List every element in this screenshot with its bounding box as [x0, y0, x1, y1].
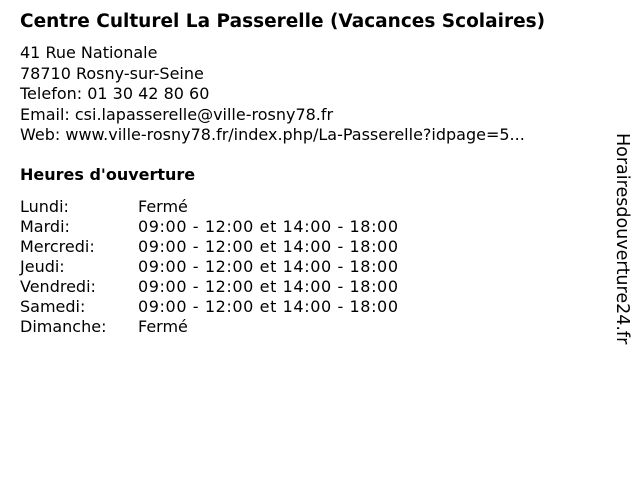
day-label: Samedi: — [20, 296, 86, 316]
time-value: 09:00 - 12:00 et 14:00 - 18:00 — [138, 256, 399, 276]
time-value: 09:00 - 12:00 et 14:00 - 18:00 — [138, 276, 399, 296]
day-label: Mercredi: — [20, 236, 95, 256]
city-address: 78710 Rosny-sur-Seine — [20, 63, 204, 83]
hours-row-thursday — [20, 257, 600, 277]
day-label: Lundi: — [20, 196, 69, 216]
time-value: 09:00 - 12:00 et 14:00 - 18:00 — [138, 296, 399, 316]
page-title: Centre Culturel La Passerelle (Vacances Scolaires) — [20, 11, 546, 32]
time-value: 09:00 - 12:00 et 14:00 - 18:00 — [138, 216, 399, 236]
street-address: 41 Rue Nationale — [20, 43, 158, 62]
address-block — [20, 43, 600, 146]
day-label: Dimanche: — [20, 316, 107, 336]
hours-row-monday — [20, 197, 600, 217]
hours-row-wednesday — [20, 237, 600, 257]
email-address: Email: csi.lapasserelle@ville-rosny78.fr — [20, 104, 334, 124]
time-value: 09:00 - 12:00 et 14:00 - 18:00 — [138, 236, 399, 256]
hours-row-sunday — [20, 317, 600, 337]
day-label: Mardi: — [20, 216, 70, 236]
time-value: Fermé — [138, 196, 188, 216]
website-url: Web: www.ville-rosny78.fr/index.php/La-Passerelle?idpage=5... — [20, 125, 525, 144]
hours-row-saturday — [20, 297, 600, 317]
time-value: Fermé — [138, 316, 188, 336]
opening-hours-table — [20, 197, 600, 337]
business-card — [20, 9, 600, 337]
hours-heading: Heures d'ouverture — [20, 164, 196, 184]
brand-watermark: Horairesdouverture24.fr — [612, 133, 632, 345]
hours-row-tuesday — [20, 217, 600, 237]
day-label: Vendredi: — [20, 276, 96, 296]
hours-row-friday — [20, 277, 600, 297]
day-label: Jeudi: — [20, 256, 65, 276]
phone-number: Telefon: 01 30 42 80 60 — [20, 84, 210, 103]
